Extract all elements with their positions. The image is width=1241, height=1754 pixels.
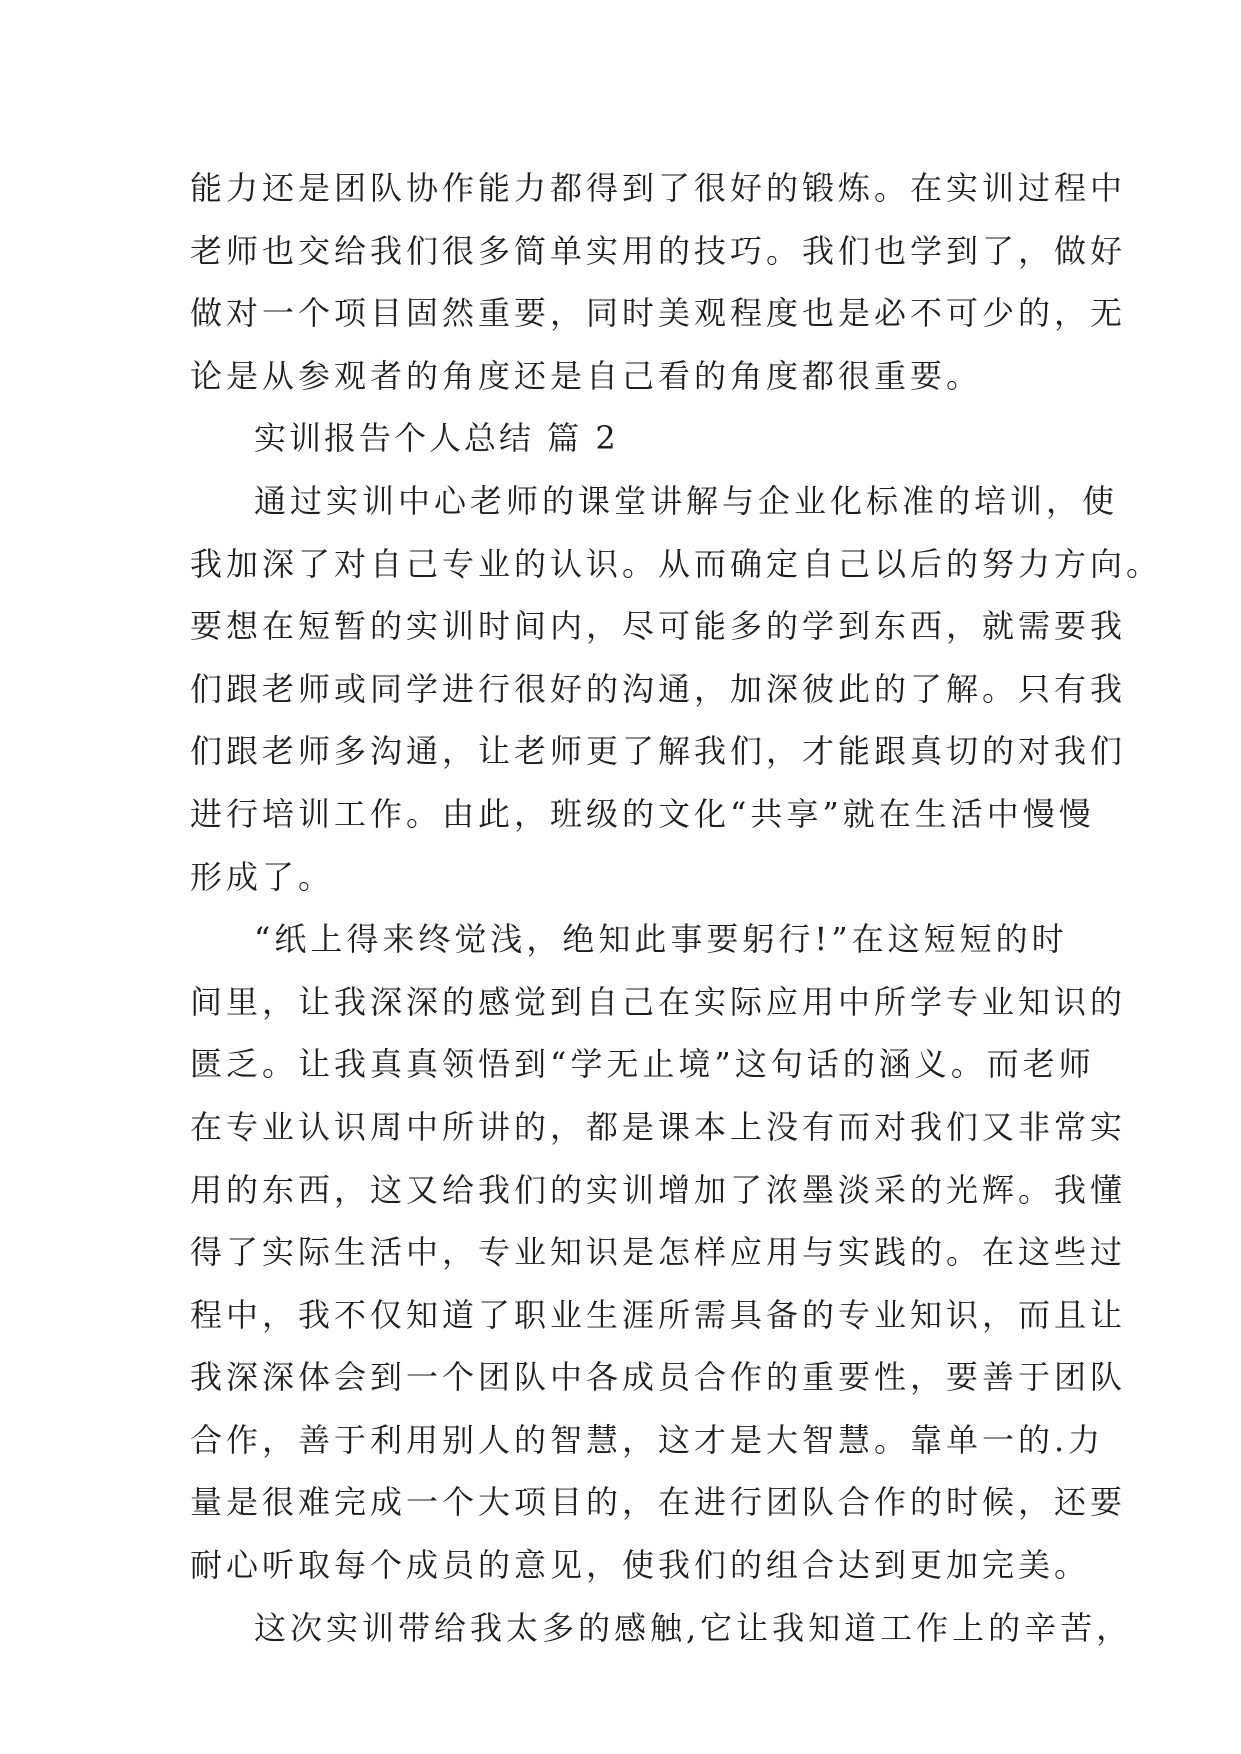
- text-line: 形成了。: [190, 857, 335, 896]
- text-line: “纸上得来终觉浅，绝知此事要躬行!”在这短短的时: [254, 920, 1068, 959]
- text-line: 我深深体会到一个团队中各成员合作的重要性，要善于团队: [190, 1358, 1127, 1397]
- document-body: [190, 157, 1163, 1659]
- paragraph-continuation: [190, 157, 1127, 407]
- text-line: 通过实训中心老师的课堂讲解与企业化标准的培训，使: [254, 481, 1119, 520]
- text-line: 耐心听取每个成员的意见，使我们的组合达到更加完美。: [190, 1546, 1091, 1585]
- paragraph: [190, 908, 1127, 1597]
- paragraph: [190, 470, 1163, 908]
- section-heading: [190, 407, 1055, 470]
- text-line: 要想在短暂的实训时间内，尽可能多的学到东西，就需要我: [190, 607, 1127, 646]
- text-line: 得了实际生活中，专业知识是怎样应用与实践的。在这些过: [190, 1233, 1127, 1272]
- text-line: 进行培训工作。由此，班级的文化“共享”就在生活中慢慢: [190, 794, 1095, 833]
- text-line: 程中，我不仅知道了职业生涯所需具备的专业知识，而且让: [190, 1295, 1127, 1334]
- text-line: 们跟老师或同学进行很好的沟通，加深彼此的了解。只有我: [190, 669, 1127, 708]
- heading-text: 实训报告个人总结 篇 2: [254, 419, 619, 458]
- text-line: 老师也交给我们很多简单实用的技巧。我们也学到了，做好: [190, 231, 1127, 270]
- paragraph: [190, 1597, 1133, 1660]
- text-line: 做对一个项目固然重要，同时美观程度也是必不可少的，无: [190, 294, 1127, 333]
- text-line: 在专业认识周中所讲的，都是课本上没有而对我们又非常实: [190, 1107, 1127, 1146]
- text-line: 我加深了对自己专业的认识。从而确定自己以后的努力方向。: [190, 544, 1163, 583]
- text-line: 间里，让我深深的感觉到自己在实际应用中所学专业知识的: [190, 982, 1127, 1021]
- text-line: 匮乏。让我真真领悟到“学无止境”这句话的涵义。而老师: [190, 1045, 1095, 1084]
- text-line: 这次实训带给我太多的感触,它让我知道工作上的辛苦，: [254, 1608, 1133, 1647]
- text-line: 用的东西，这又给我们的实训增加了浓墨淡采的光辉。我懂: [190, 1170, 1127, 1209]
- text-line: 量是很难完成一个大项目的，在进行团队合作的时候，还要: [190, 1483, 1127, 1522]
- text-line: 合作，善于利用别人的智慧，这才是大智慧。靠单一的.力: [190, 1420, 1105, 1459]
- text-line: 们跟老师多沟通，让老师更了解我们，才能跟真切的对我们: [190, 732, 1127, 771]
- text-line: 论是从参观者的角度还是自己看的角度都很重要。: [190, 356, 983, 395]
- text-line: 能力还是团队协作能力都得到了很好的锻炼。在实训过程中: [190, 169, 1127, 207]
